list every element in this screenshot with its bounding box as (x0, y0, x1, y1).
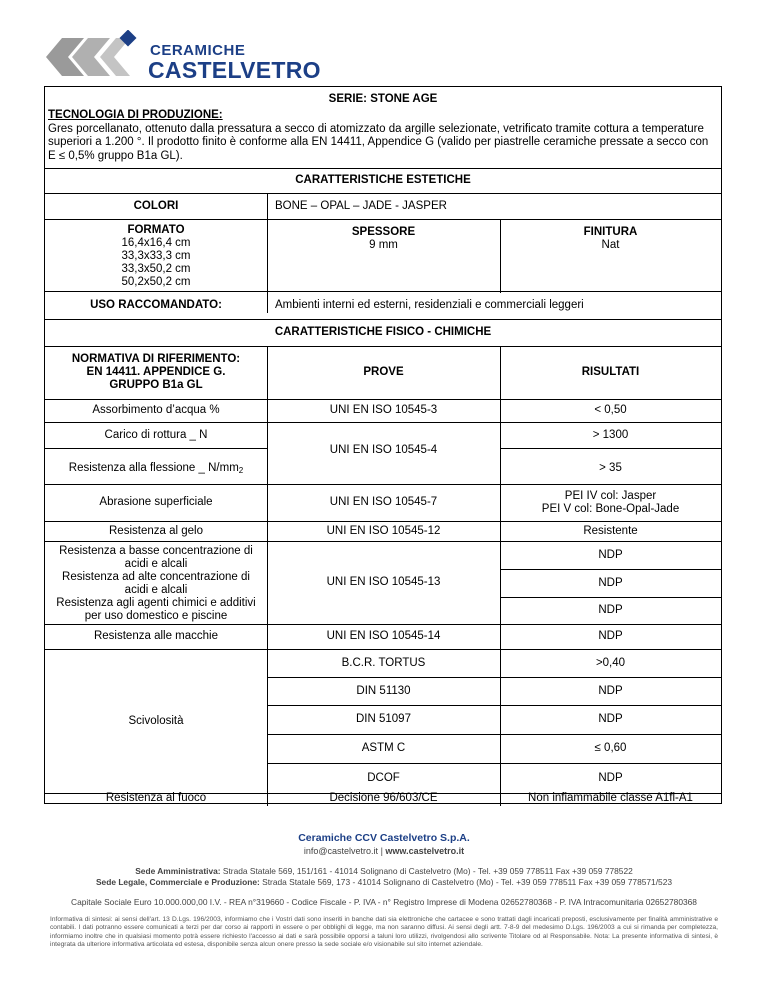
logo-text-bottom: CASTELVETRO (148, 57, 321, 83)
legal-text: Informativa di sintesi: ai sensi dell'art. 13 D.Lgs. 196/2003, informiamo che i Vostri dati sono inseriti in banche dati sia elettroniche che cartacee e sono trattati dagli incaricati preposti, esclusivamente per finalità amministrative e contabili. I dati potranno essere comunicati a terzi per dar corso ai rapporti in essere o per obblighi di legge, ma non saranno diffusi. Ai sensi degli artt. 7-8-9 del medesimo D.Lgs. 196/2003 a cui si rimanda per completezza, informiamo inoltre che in qualsiasi momento potrà essere richiesto l'accesso ai dati e sarà possibile opporsi a taluni loro utilizzi, rivolgendosi allo scrivente Titolare od al Responsabile. Nota: La presente informativa di sintesi, è integrata da ulteriore informativa articolata ed estesa, disponibile senza alcun onere presso la sede sociale e/o visionabile sul sito internet aziendale. (50, 916, 718, 948)
prova-10545-4: UNI EN ISO 10545-4 (329, 443, 438, 456)
macchie-label: Resistenza alle macchie (93, 630, 218, 642)
flessione-sup: 2 (238, 465, 244, 475)
colori-value: BONE – OPAL – JADE - JASPER (275, 199, 447, 212)
footer-email[interactable]: info@castelvetro.it (303, 846, 379, 856)
formato-item: 33,3x33,3 cm (121, 249, 191, 262)
spessore-value: 9 mm (369, 239, 398, 251)
chimici-risultato: NDP (598, 548, 623, 561)
norm-header-line: NORMATIVA DI RIFERIMENTO: (71, 353, 241, 365)
technology-text: Gres porcellanato, ottenuto dalla pressatura a secco di atomizzato da argille selezionate, vetrificato tramite cottura a temperature superiori a 1.200 °. Il prodotto finito è conforme alla EN 14411, Appendice G (valido per piastrelle ceramiche pressate a secco con E ≤ 0,5% gruppo B1a GL). (48, 122, 709, 162)
uso-label: USO RACCOMANDATO: (90, 298, 222, 311)
flessione-risultato: > 35 (599, 461, 622, 474)
sede-amm-label: Sede Amministrativa: (135, 866, 221, 876)
abrasione-risultato (500, 484, 721, 521)
flessione-label: Resistenza alla flessione _ N/mm (68, 461, 239, 474)
scivolosita-risultato: NDP (598, 771, 623, 784)
chimici-label-line: Resistenza agli agenti chimici e additivi (56, 596, 256, 609)
chimici-label-line: Resistenza ad alte concentrazione di (62, 570, 250, 583)
chimici-label-line: Resistenza a basse concentrazione di (59, 544, 253, 557)
abrasione-risultato-line: PEI V col: Bone-Opal-Jade (541, 502, 680, 515)
fuoco-risultato: Non infiammabile classe A1fl-A1 (528, 792, 693, 804)
uso-value: Ambienti interni ed esterni, residenziali e commerciali leggeri (275, 298, 584, 311)
fuoco-label: Resistenza al fuoco (105, 792, 207, 804)
finitura-value: Nat (601, 239, 620, 251)
scivolosita-prova: DIN 51130 (356, 684, 411, 697)
gelo-prova: UNI EN ISO 10545-12 (326, 524, 441, 537)
scivolosita-risultato: NDP (598, 684, 623, 697)
finitura-cell (500, 225, 721, 253)
assorbimento-risultato: < 0,50 (594, 404, 627, 416)
prove-header: PROVE (363, 366, 404, 378)
footer-company: Ceramiche CCV Castelvetro S.p.A. (298, 832, 470, 844)
chimici-prova: UNI EN ISO 10545-13 (326, 576, 441, 588)
logo-text-top: CERAMICHE (150, 42, 246, 59)
scivolosita-prova: B.C.R. TORTUS (341, 656, 426, 669)
footer-sede-legale (0, 877, 768, 888)
colori-label: COLORI (133, 199, 179, 212)
scivolosita-prova: DCOF (367, 771, 400, 784)
technology-heading: TECNOLOGIA DI PRODUZIONE: (48, 109, 223, 121)
chimici-risultato: NDP (598, 604, 623, 616)
footer-contacts (0, 846, 768, 856)
scivolosita-risultato: NDP (598, 713, 623, 725)
norm-header (45, 346, 267, 399)
gelo-label: Resistenza al gelo (109, 524, 203, 537)
carico-risultato: > 1300 (592, 428, 629, 441)
scivolosita-risultato: >0,40 (595, 656, 626, 669)
series-title: SERIE: STONE AGE (328, 93, 438, 105)
footer-sede-amministrativa (0, 866, 768, 877)
spessore-cell (267, 225, 500, 253)
carico-label: Carico di rottura _ N (104, 428, 208, 441)
norm-header-line: EN 14411. APPENDICE G. (86, 366, 226, 378)
scivolosita-prova: DIN 51097 (356, 713, 411, 725)
abrasione-prova: UNI EN ISO 10545-7 (329, 496, 438, 508)
chimici-label-line: acidi e alcali (124, 557, 188, 570)
aesthetic-section-title: CARATTERISTICHE ESTETICHE (295, 174, 471, 186)
fuoco-prova: Decisione 96/603/CE (329, 792, 438, 804)
footer-website[interactable]: www.castelvetro.it (385, 846, 465, 856)
formato-item: 50,2x50,2 cm (121, 275, 191, 288)
formato-item: 16,4x16,4 cm (121, 236, 191, 249)
production-technology (48, 109, 717, 163)
assorbimento-prova: UNI EN ISO 10545-3 (329, 404, 438, 416)
macchie-prova: UNI EN ISO 10545-14 (326, 630, 441, 642)
spessore-label: SPESSORE (351, 226, 416, 238)
flessione-cell (45, 457, 267, 479)
company-logo (44, 30, 321, 84)
risultati-header: RISULTATI (581, 366, 640, 378)
footer-separator: | (380, 846, 383, 856)
scivolosita-prova: ASTM C (361, 742, 406, 754)
spec-sheet (44, 86, 722, 804)
scivolosita-risultato: ≤ 0,60 (594, 742, 627, 754)
abrasione-label: Abrasione superficiale (99, 496, 213, 508)
logo-chevrons-icon (44, 30, 148, 84)
abrasione-risultato-line: PEI IV col: Jasper (564, 489, 657, 502)
formato-cell (45, 223, 267, 289)
scivolosita-label: Scivolosità (128, 714, 184, 727)
norm-header-line: GRUPPO B1a GL (109, 379, 203, 391)
sede-legale-text: Strada Statale 569, 173 - 41014 Solignano di Castelvetro (Mo) - Tel. +39 059 778511 Fax +39 059 778571/523 (262, 877, 673, 887)
sede-legale-label: Sede Legale, Commerciale e Produzione: (95, 877, 260, 887)
chimici-risultato: NDP (598, 576, 623, 589)
formato-label: FORMATO (127, 223, 185, 236)
chimici-label-line: per uso domestico e piscine (84, 609, 228, 622)
physical-section-title: CARATTERISTICHE FISICO - CHIMICHE (274, 326, 492, 338)
assorbimento-label: Assorbimento d’acqua % (92, 404, 220, 416)
finitura-label: FINITURA (583, 226, 638, 238)
sede-amm-text: Strada Statale 569, 151/161 - 41014 Solignano di Castelvetro (Mo) - Tel. +39 059 778511 Fax +39 059 778522 (222, 866, 633, 876)
footer-legal-notice (50, 916, 718, 949)
macchie-risultato: NDP (598, 630, 623, 642)
chimici-labels (45, 543, 267, 624)
formato-item: 33,3x50,2 cm (121, 262, 191, 275)
footer-capitale: Capitale Sociale Euro 10.000.000,00 I.V. - REA n°319660 - Codice Fiscale - P. IVA - n° Registro Imprese di Modena 02652780368 - P. IVA Intracomunitaria 02652780368 (71, 897, 697, 907)
chimici-label-line: acidi e alcali (124, 583, 188, 596)
gelo-risultato: Resistente (583, 524, 638, 537)
